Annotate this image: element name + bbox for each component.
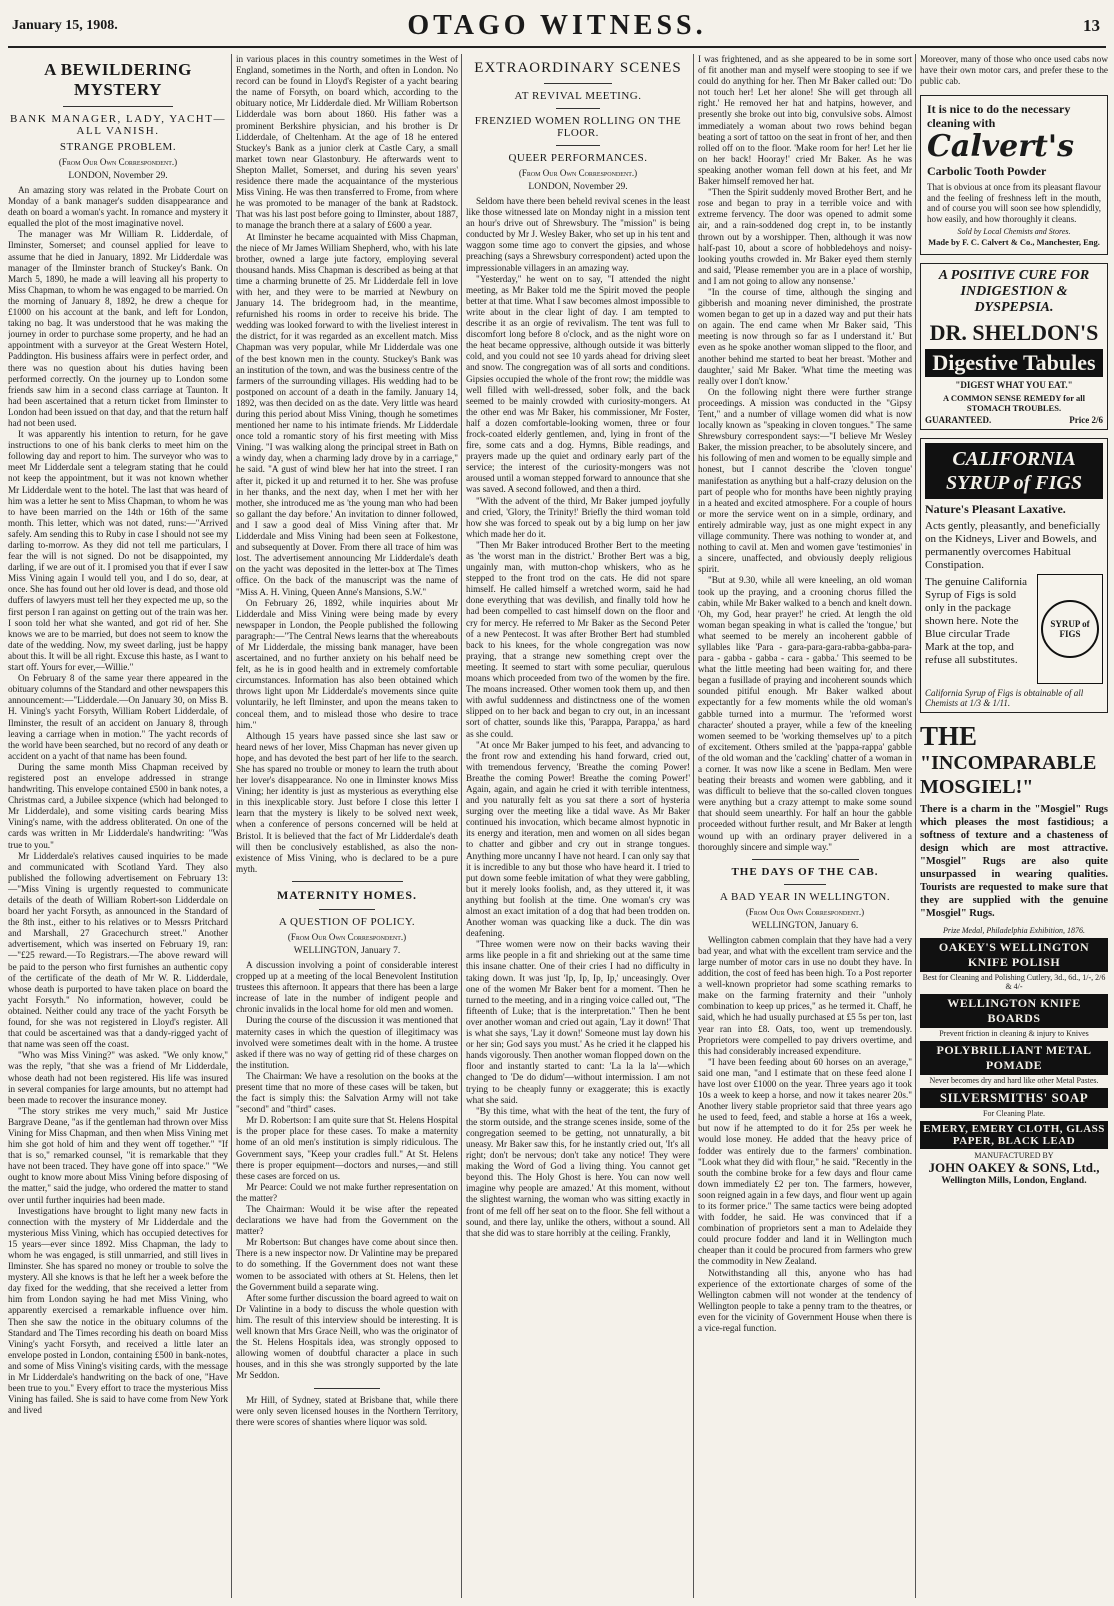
paragraph: "But at 9.30, while all were kneeling, an old woman took up the praying, and a crooning chorus filled the cabin, while Mr Baker walked to a bench and knelt down. 'Oh, my God, hear prayer!' he cried. At length the old woman began speaking in what is called the 'tongue,' but what seemed to be merely an incoherent gabble of syllables like 'Para - gara-para-gara-rabba-gabba-para-para - gabba - gabba - cara - gabba.' This seemed to be what the little meeting had been waiting for, and there began a fusillade of praying and incoherent sounds which sounded pitiful enough. Mr Baker walked about expectantly for a few moments while the old woman's gabble turned into a murmur. The 'reformed worst character' shouted a prayer, while a few of the kneeling women seemed to be 'working themselves up' to a pitch of excitement. Others smiled at the 'pappa-rappa' gabble of the old woman and the 'cackling' chatter of a woman in a corner. It was now like a scene in Bedlam. Men were beating their breasts and women were gabbling, and it was difficult to believe that the so-called cloven tongues were anything but a crazy attempt to make some sound that should seem unearthly. For half an hour the gabble proceeded without further result, and Mr Baker at length wound up with an ordinary prayer delivered in a thoroughly sincere and simple way." [698, 575, 912, 852]
paragraph: Mr Robertson: But changes have come about since then. There is a new inspector now. Dr Valintine may be prepared to do something. If the Government does not want these women to be associated with others at St. Helens, then let the Government build a separate wing. [236, 1237, 458, 1292]
column-rule [231, 54, 232, 1598]
paragraph: Moreover, many of those who once used cabs now have their own motor cars, and prefer these to the public cab. [920, 54, 1108, 87]
paragraph: "Who was Miss Vining?" was asked. "We only know," was the reply, "that she was a friend of Mr Lidderdale, whose death had not been registered. His life was insured in several companies for large amounts, but no attempt had been made to recover the insurance money. [8, 1050, 228, 1105]
column-3 [466, 54, 690, 1598]
byline: (From Our Own Correspondent.) [518, 168, 638, 178]
paragraph: "With the advent of the third, Mr Baker jumped joyfully and cried, 'Glory, the Trinity!' Briefly the third woman told how she was forced to speak out by a big lump on her jaw which made her do it. [466, 495, 690, 539]
masthead [8, 6, 1106, 48]
dateline: WELLINGTON, January 6. [751, 920, 859, 931]
ad-tagline: Nature's Pleasant Laxative. [925, 501, 1066, 516]
ad-address: Wellington Mills, London, England. [941, 1175, 1087, 1186]
paragraph: Mr Lidderdale's relatives caused inquiries to be made and communicated with Scotland Yard. They also published the following advertisement on February 13:—"Miss Vining is urgently requested to communicate details of the death of William Robert-son Lidderdale on board her yacht Forsyth, as announced in the Standard of the 8th inst., either to his relatives or to Messrs Pritchard and Marshall, 27 Gracechurch street." Another advertisement, which was inserted on February 19, ran:—"£25 reward.—To Registrars.—The above reward will be paid to the person who first furnishes an authentic copy of the certificate of the death of Mr W. R. Lidderdale, whose death is purported to have taken place on board the yacht Forsyth." No information, however, could be obtained. Neither could any trace of the yacht Forsyth be found, for she was not registered in Lloyd's register. All that could be ascertained was that a dandy-rigged yacht of that name was seen off the coast. [8, 850, 228, 1050]
article-subtitle: A BAD YEAR IN WELLINGTON. [719, 890, 891, 903]
ad-caption: Never becomes dry and hard like other Metal Pastes. [929, 1075, 1099, 1085]
paragraph: It was apparently his intention to return, for he gave instructions to one of his bank clerks to meet him on the following day and report to him. The surveyor who was to meet Mr Lidderdale sent a telegram stating that he could not keep the appointment, but it was not known whether Mr Lidderdale went to the hotel. The last that was heard of him was a letter he sent to Miss Chapman, to whom he was to have been married on the 14th or 16th of the same month. This letter, which was not dated, runs:—"Arrived safely. Am sending this to Ruby in case I should not see my darling to-morrow. As they did not tell me particulars, I fear the will is not signed. Do not be disappointed, my darling, if we are out of it. I promised you that if ever I saw Miss Vining again I would tell you, and I do so, dear, at once. She has found out her old lover is dead, and those old duffers of lawyers must tell her they expected me up, so the first person I ran against on getting out of the train was her. I soon told her what she wanted, and got rid of her. She knows we are to be married, but does not seem to know the date of the wedding. Now, my sweet darling, just be happy about this. It will be all right. Excuse this haste, as I want to start off. Yours for ever,—Willie." [8, 429, 228, 673]
ad-product: POLYBRILLIANT METAL POMADE [920, 1041, 1108, 1075]
ad-sold: Sold by Local Chemists and Stores. [957, 227, 1071, 237]
paragraph: The Chairman: Would it be wise after the repeated declarations we have had from the Government on the matter? [236, 1204, 458, 1237]
paragraph: "The story strikes me very much," said Mr Justice Bargrave Deane, "as if the gentleman had thrown over Miss Vining for Miss Chapman, and then when Miss Vining met him she got hold of him and they went off together." "If that is so," remarked counsel, "it is remarkable that they have not been traced. They have gone off into space." "We ought to know more about Miss Vining before disposing of the matter," said the judge, who ordered the matter to stand over until further inquiries had been made. [8, 1105, 228, 1205]
ad-product: SILVERSMITHS' SOAP [920, 1088, 1108, 1108]
ad-description: There is a charm in the "Mosgiel" Rugs which pleases the most fastidious; a softness of texture and a chasteness of design which are most attractive. "Mosgiel" Rugs are also quite unsurpassed in wearing qualities. Tourists are requested to make sure that they are supplied with the genuine "Mosgiel" Rugs. [920, 803, 1108, 919]
column-1 [8, 54, 228, 1598]
column-rule [693, 54, 694, 1598]
paragraph: "Yesterday," he went on to say, "I attended the night meeting, as Mr Baker told me the Spirit moved the people better at that time. What I saw becomes almost impossible to write about in the clear light of day. I am tempted to describe it as an orgie of revivalism. The tent was full to discomfort long before 8 o'clock, and as the night wore on the heat became oppressive, although outside it was bitterly cold, and you could not see 10 yards ahead for driving sleet and snow. The congregation was of all sorts and conditions. Gipsies occupied the whole of the front row; the middle was well filled with well-dressed, sober folk, and the back seemed to be mainly crowded with curiosity-mongers. At the other end was Mr Baker, his commissioner, Mr Foster, half a dozen comfortable-looking women, three or four frock-coated elderly gentlemen, and, lying in front of the fire, some cats and a dog. Hymns, Bible readings, and prayers made up the quiet and ordinary early part of the service; the interest of the curiosity-mongers was not aroused until a woman stepped forward to announce that she was saved. A second followed, and then a third. [466, 273, 690, 495]
ad-medal: Prize Medal, Philadelphia Exhibition, 1876. [943, 925, 1085, 935]
article-title: MATERNITY HOMES. [276, 887, 417, 902]
paragraph: in various places in this country sometimes in the West of England, sometimes in the North, and often in London. No record can be found in Lloyd's Register of a yacht bearing the name of Forsyth, on board which, according to the obituary notice, Mr Lidderdale died. Mr William Robertson Lidderdale was born about 1860. His father was a prominent Berkshire physician, and his brother is Dr Lidderdale, of Cheltenham. At the age of 18 he entered Stuckey's Bank as a junior clerk at Castle Cary, a small market town near Glastonbury. He afterwards went to Shepton Mallet, Somerset, and during his seven years' residence there made the acquaintance of the mysterious Miss Vining. He was then transferred to Frome, from where he was promoted to be manager of the bank at Radstock. That was his last post before going to Ilminster, about 1887, to manage the branch there at a salary of £600 a year. [236, 54, 458, 231]
ad-product: OAKEY'S WELLINGTON KNIFE POLISH [920, 938, 1108, 972]
ad-maker: JOHN OAKEY & SONS, Ltd., [928, 1159, 1100, 1175]
dateline: LONDON, November 29. [528, 182, 628, 192]
paragraph: Wellington cabmen complain that they have had a very bad year, and what with the excellent tram service and the large number of motor cars in use no doubt they have. In addition, the cost of feed has been high. To a Post reporter a well-known proprietor had some scathing remarks to make on the farming fraternity and their "unholy combination to keep up prices," as he termed it. Chaff, he said, which he had usually purchased at £5 5s per ton, last year ran into £8. Oats, too, went up tremendously. Proprietors were compelled to pay drivers overtime, and this had considerably increased expenditure. [698, 934, 912, 1056]
paragraph: On February 26, 1892, while inquiries about Mr Lidderdale and Miss Vining were being made by every newspaper in London, the People published the following paragraph:—"The Central News learns that the whereabouts of Mr Lidderdale, the missing bank manager, have been ascertained, and no further anxiety on his behalf need be felt, as he is in good health and in extremely comfortable circumstances. Information has also been obtained which throws light upon Mr Lidderdale's movements since quite voluntarily, he left Ilminster, and upon the means taken to conceal them, and to mislead those who desire to trace him." [236, 597, 458, 730]
paragraph: A discussion involving a point of considerable interest cropped up at a meeting of the local Benevolent Institution trustees this afternoon. It appears that there has been a large increase of late in the number of indigent people and chronic invalids in the local home for old men and women. [236, 959, 458, 1015]
sheldon-advertisement [920, 263, 1108, 430]
paragraph: On February 8 of the same year there appeared in the obituary columns of the Standard and other newspapers this announcement:—"Lidderdale.—On January 30, on Miss B. H. Vining's yacht Forsyth, William Robert Lidderdale, of Ilminster, the result of an accident on January 8, through leaving a carriage when in motion." The yacht records of the world have been searched, but no record of any death or accident on a yacht of that name has been found. [8, 673, 228, 761]
ad-headline: A POSITIVE CURE FOR INDIGESTION & DYSPEPSIA. [938, 267, 1090, 315]
paragraph: Mr D. Robertson: I am quite sure that St. Helens Hospital is the proper place for these cases. To make a maternity home of an old men's institution is simply ridiculous. The Government says, "Keep your cradles full." At St. Helens there is proper equipment—doctors and nurses,—and still these cases are forced on us. [236, 1115, 458, 1181]
ad-product: Carbolic Tooth Powder [927, 164, 1047, 179]
column-rule [915, 54, 916, 1598]
article-subhead: QUEER PERFORMANCES. [508, 152, 648, 164]
ad-tagline: "DIGEST WHAT YOU EAT." [955, 379, 1073, 390]
paragraph: An amazing story was related in the Probate Court on Monday of a bank manager's sudden disappearance and death on board a woman's yacht. In romance and mystery it equalled the plot of the most imaginative novel. [8, 185, 228, 229]
ad-brand: DR. SHELDON'S [929, 319, 1099, 345]
article-title: EXTRAORDINARY SCENES [474, 60, 682, 76]
column-2 [236, 54, 458, 1598]
column-rule [461, 54, 462, 1598]
article-subhead: FRENZIED WOMEN ROLLING ON THE FLOOR. [474, 115, 682, 139]
ad-remedy: A COMMON SENSE REMEDY for all STOMACH TROUBLES. [943, 392, 1085, 413]
ad-the: THE [920, 720, 978, 751]
ad-caption: For Cleaning Plate. [983, 1108, 1045, 1118]
column-advertisements [920, 54, 1108, 1598]
ad-maker: Made by F. C. Calvert & Co., Manchester, Eng. [928, 237, 1100, 248]
ad-description: The genuine California Syrup of Figs is sold only in the package shown here. Note the Blue circular Trade Mark at the top, and refuse all substitutes. [925, 575, 1028, 666]
paragraph: I was frightened, and as she appeared to be in some sort of fit another man and myself were stooping to see if we could do anything for her. Then Mr Baker called out: 'Do not touch her! Let her alone! She will get through all right.' He removed her hat and hatpins, however, and presently she broke out into big, convulsive sobs. Almost immediately a woman about two rows behind began beating a sort of tattoo on the seat in front of her, and then rolled off on to the floor. 'Make room for her! Let her lie on her back! Hooray!' cried Mr Baker. As he was speaking another woman fell down at his feet, and Mr Baker himself removed her hat. [698, 54, 912, 187]
syrup-of-figs-advertisement [920, 438, 1108, 713]
syrup-bottle-icon [1037, 574, 1103, 684]
ad-description: That is obvious at once from its pleasant flavour and the feeling of freshness left in the mouth, and of course you will soon see how splendidly, how easily, and how thoroughly it cleans. [927, 182, 1101, 224]
article-title: A BEWILDERING MYSTERY [44, 60, 192, 99]
paragraph: "Three women were now on their backs waving their arms like people in a fit and shrieking out at the same time this insane chatter. One of their cries I had no difficulty in taking down. It was just 'Ip, Ip, Ip, Ip,' unceasingly. Over one of the women Mr Baker bent for a moment. 'Then he turned to the meeting, and in a ringing voice called out, "The fifteenth of Luke; that is the interpretation." Then he bent over another woman and cried out again, 'Lay it down!' That is what she says, 'Lay it down!' Someone must lay down his or her sin; God says you must.' As he cried it he clapped his hands vigorously. Then another woman flopped down on the floor and instantly started to cant: 'La la la la'—which changed to 'De do didum'—without intermission. I am not trying to be cheaply funny or exaggerate; this is exactly what she said. [466, 939, 690, 1105]
paragraph: Mr Hill, of Sydney, stated at Brisbane that, while there were only seven licensed houses in the Northern Territory, there were scores of shanties where liquor was sold. [236, 1394, 458, 1427]
page-number: 13 [1083, 16, 1100, 35]
bottle-label: SYRUP of FIGS [1050, 618, 1090, 639]
ad-caption: Best for Cleaning and Polishing Cutlery, 3d., 6d., 1/-, 2/6 & 4/- [922, 972, 1106, 991]
issue-date: January 15, 1908. [12, 18, 118, 33]
paragraph: "By this time, what with the heat of the tent, the fury of the storm outside, and the strange scenes inside, some of the congregation seemed to be getting, not unnaturally, a bit uneasy. Mr Baker saw this, for he instantly cried out, 'It's all right; don't be nervous; don't take any notice! They were making the Word of God a living thing. You cannot get beyond this. The Holy Ghost is here. You can now well imagine why people are amazed.' At this moment, without the slightest warning, the woman who was sitting exactly in front of me fell off her seat on to the floor. She fell without a sound, and there lay, unlike the others, without a sound. All that she did was to stare horribly at the ceiling. Frankly, [466, 1105, 690, 1238]
paragraph: "In the course of time, although the singing and gibberish and moaning never diminished, the prostrate women began to get up in a dazed way and put their hats on again. The end came when Mr Baker said, 'This meeting is now through so far as I understand it.' But even as he spoke another woman slipped to the floor, and another behind me started to beat her breast. 'Mother and daughter,' said Mr Baker. 'What time the meeting was really over I don't know.' [698, 286, 912, 386]
byline: (From Our Own Correspondent.) [58, 157, 178, 167]
article-title: THE DAYS OF THE CAB. [731, 865, 879, 878]
dateline: WELLINGTON, January 7. [293, 945, 401, 956]
ad-product: Digestive Tabules [925, 349, 1103, 377]
paragraph: The Chairman: We have a resolution on the books at the present time that no more of these cases will be taken, but the fact is simply this: the Salvation Army will not take "second" and "third" cases. [236, 1070, 458, 1115]
paragraph: Seldom have there been beheld revival scenes in the least like those witnessed late on Monday night in a mission tent an hour's drive out of Shrewsbury. The "mission" is being conducted by Mr J. Wesley Baker, who set up in his tent and waggon some time ago to convert the gipsies, and whose preaching (says a Shrewsbury correspondent) acted upon the impressionable villagers in an amazing way. [466, 196, 690, 273]
column-4 [698, 54, 912, 1598]
paragraph: "I have been feeding about 60 horses on an average," said one man, "and I estimate that on these feed alone I have lost over £1000 on the year. Three years ago it took 10s a week to keep a horse, and now it takes nearer 20s." Another livery stable proprietor said that three years ago he used to feed, feed, and stable a horse at 16s a week, but now if he attempted to do it for 25s per week he would lose money. He added that the heavy price of fodder was entirely due to the farmers' combination. "Look what they did with flour," he said. "Recently in the south the combine broke for a few days and flour came down immediately £2 per ton. The farmers, however, soon reigned again in a few days, and flour went up again to its former price." The same tactics were being adopted with fodder, he said. He was convinced that if a combination of proprietors sent a man to Adelaide they could procure fodder and land it in Wellington much cheaper than it could be procured from farmers who grew the commodity in New Zealand. [698, 1056, 912, 1267]
paragraph: During the course of the discussion it was mentioned that maternity cases in which the question of illegitimacy was involved were sometimes dealt with in the home. A trustee asked if there was no way of getting rid of these charges on the institution. [236, 1015, 458, 1070]
trade-mark-icon [1041, 600, 1099, 658]
ad-price: Price 2/6 [1069, 414, 1103, 425]
paragraph: On the following night there were further strange proceedings. A mission was conducted in the "Gipsy Tent," and a number of village women did what is now locally known as "speaking in cloven tongues." The same Shrewsbury correspondent says:—"I believe Mr Wesley Baker, the mission preacher, to be absolutely sincere, and his following of men and women to be equally simple and honest, but I cannot describe the 'cloven tongue' manifestation as anything but a half-crazy delusion on the part of people who for months have been nightly praying in a heated and excited atmosphere. For a couple of hours or more the service went on in a simple, ordinary, and entirely admirable way, just as one might expect in any village community. There was nothing to wonder at, and nothing to cavil at. Men and women gave 'testimonies' in a sincere, unaffected, and obviously deeply religious spirit. [698, 386, 912, 575]
paragraph: "Then Mr Baker introduced Brother Bert to the meeting as 'the worst man in the district.' Brother Bert was a big, ungainly man, with mutton-chop whiskers, who as he stepped to the front trod on the cats. He did not spare himself. He called himself a wretched worm, said he had done everything that was devilish, and finally told how he had been compelled to cast himself down on the floor and cry for mercy. He referred to Mr Baker as the Second Peter of a new Pentecost. It was after Brother Bert had stumbled back to his knees, for the whole congregation was now praying, that a strange new something crept over the meeting. It seemed to start with some peculiar, querulous moans which proceeded from two of the women by the fire. The moans increased. Other women took them up, and then with awful suddenness and distinctness one of the women slipped on to her back and began to cry out, in an incessant sort of chatter, sounds like this, 'Parappa, Parappa,' as hard as she could. [466, 539, 690, 739]
dateline: LONDON, November 29. [68, 171, 168, 181]
ad-brand: "INCOMPARABLE MOSGIEL!" [920, 751, 1097, 798]
article-subtitle: A QUESTION OF POLICY. [278, 915, 416, 928]
paragraph: The manager was Mr William R. Lidderdale, of Ilminster, Somerset; and counsel applied for leave to assume that he died in January, 1892. Mr Lidderdale was manager of the Ilminster branch of Stuckey's Bank. On March 5, 1890, he made a will leaving all his property to Miss Chapman, to whom he was engaged to be married. On the morning of January 8, 1892, he drew a cheque for £1000 on his account at the bank, and left for London, taking no bag. It was understood that he was making the journey in order to purchase some property, and he had an appointment with a surveyor at the Great Western Hotel, Paddington. His business affairs were in perfect order, and there was no question about his duties having been performed correctly. On the journey up to London some friends saw him in a second class carriage at Taunton. It had been ascertained that a return ticket from Ilminster to London had been issued on that day, and that the return half had not been used. [8, 229, 228, 428]
paragraph: "Then the Spirit suddenly moved Brother Bert, and he rose and began to pray in a terrible voice and with extreme fervency. The door was opened to admit some air, and a rain-soddened dog crept in, to be instantly thrown out by a worshipper. Then, although it was now half-past 10, about a score of hobbledehoys and noisy-looking youths crowded in. Mr Baker eyed them sternly and said, 'Please remember you are in a place of worship, and I am not going to allow any nonsense.' [698, 187, 912, 286]
paragraph: Investigations have brought to light many new facts in connection with the mystery of Mr Lidderdale and the mysterious Miss Vining, which has occupied detectives for 15 years—ever since 1892. Miss Chapman, the lady to whom he was engaged, is still unmarried, and still lives in Ilminster. She has spared no money or trouble to solve the mystery. All she knows is that he left her a week before the day fixed for the wedding, that she received a letter from him from London saying he had met Miss Vining, who apparently exercised a remarkable influence over him. Then she saw the notice in the obituary columns of the Standard and The Times recording his death on board Miss Vining's yacht Forsyth, and received a little later an envelope posted in London, containing £500 in bank-notes, and some of Miss Vining's visiting cards, with the message in Mr Lidderdale's handwriting on the back of one, "Have been true to you." Every effort to trace the mysterious Miss Vining has failed. She is said to have come from New York and lived [8, 1205, 228, 1416]
paragraph: Although 15 years have passed since she last saw or heard news of her lover, Miss Chapman has never given up hope, and has devoted the best part of her life to the search. She has spared no trouble or money to learn the truth about her lover's disappearance. No one in Ilminster knows Miss Vining; her identity is just as mysterious as everything else in this inexplicable story. Just before I close this letter I learn that the mystery is likely to be solved next week, when a conference of persons concerned will be held at Bristol. It is believed that the fact of Mr Lidderdale's death will then be conclusively established, as also the non-existence of Miss Vining, who is declared to be a pure myth. [236, 730, 458, 874]
ad-brand: Calvert's [927, 129, 1074, 165]
article-subhead: AT REVIVAL MEETING. [514, 90, 642, 102]
paragraph: After some further discussion the board agreed to wait on Dr Valintine in a body to discuss the whole question with him. The result of this interview should be interesting. It is well known that Mrs Grace Neill, who was the originator of the St. Helens Hospitals idea, was strongly opposed to allowing women of doubtful character a place in such houses, and in this she was strongly supported by the late Mr Seddon. [236, 1292, 458, 1381]
newspaper-title: OTAGO WITNESS. [407, 10, 707, 41]
paragraph: At Ilminster he became acquainted with Miss Chapman, the niece of Mr James William Shepherd, who, with his late brother, owned a large jute factory, employing several thousand hands. Miss Chapman is described as being at that time a charming brunette of 25. Mr Lidderdale fell in love with her, and they were to be married at Newbury on January 14. The bridegroom had, in the meantime, refurnished his rooms in order to receive his bride. The wedding was looked forward to with the liveliest interest in the district, for it was regarded as an excellent match. Miss Chapman was very popular, while Mr Lidderdale was one of the best known men in the county. Stuckey's Bank was an institution of the town, and was the business centre of the farmers of the surrounding villages. His wedding had to be postponed on account of a death in the family. January 14, 1892, was then decided on as the date. Very little was heard during this period about Miss Vining, though he sometimes mentioned her name to his intimate friends. Mr Lidderdale once told a romantic story of his first meeting with Miss Vining. "I was walking along the principal street in Bath on a windy day, when a charming lady drove by in a carriage," he said. "A gust of wind blew her hat into the street. I ran after it, picked it up and returned it to her. She was profuse in her thanks, and the next day, when I met her with her mother, she introduced me as 'the young man who had been so gallant the day before.' An invitation to dinner followed, and I saw a good deal of Miss Vining after that. Mr Lidderdale and Miss Vining had been seen at Folkestone, and subsequently at Dover. From there all trace of him was lost. The advertisement announcing Mr Lidderdale's death on the yacht was deposited in the letter-box at The Times office. On the back of the manuscript was the name of "Miss A. H. Vining, Queen Anne's Mansions, S.W." [236, 231, 458, 597]
calvert-advertisement [920, 95, 1108, 255]
ad-logo: CALIFORNIA SYRUP of FIGS [925, 443, 1103, 499]
mosgiel-advertisement [920, 721, 1108, 920]
paragraph: During the same month Miss Chapman received by registered post an envelope addressed in strange handwriting. This envelope contained £500 in bank notes, a Christmas card, a Jubilee sixpence (which had belonged to Mr Lidderdale), and some visiting cards bearing Miss Vining's name, with the address obliterated. On one of the cards was written in Mr Lidderdale's handwriting: "Was true to you." [8, 761, 228, 850]
ad-footer: California Syrup of Figs is obtainable of all Chemists at 1/3 & 1/11. [925, 687, 1084, 708]
paragraph: "At once Mr Baker jumped to his feet, and advancing to the front row and extending his hand forward, cried out, with tremendous fervency, 'Breathe the coming Power! Breathe the coming Power! Breathe the coming Power!' Again, again, and again he cried it with terrible intentness, and you naturally felt as you sat there a sort of hysteria surging over the meeting like a tidal wave. As Mr Baker continued his invocation, which became almost hypnotic in its energy and iteration, men and women on all sides began to chatter and gibber and cry out in strange tongues. Anything more uncanny I have not heard. I can only say that it is incredible to any but those who have heard it. I tried to put down some feeble imitation of what they were gabbling, but it merely looks foolish, and, as they uttered it, it was anything but foolish at the time. One woman's cry was almost an exact imitation of a dog that had been trodden on. Another woman was quacking like a duck. The din was deafening. [466, 739, 690, 939]
oakey-advertisement [920, 926, 1108, 1186]
byline: (From Our Own Correspondent.) [745, 906, 865, 917]
byline: (From Our Own Correspondent.) [287, 931, 407, 942]
ad-guaranteed: GUARANTEED. [925, 414, 992, 425]
paragraph: Mr Pearce: Could we not make further representation on the matter? [236, 1181, 458, 1203]
ad-description: Acts gently, pleasantly, and beneficially on the Kidneys, Liver and Bowels, and permanently overcomes Habitual Constipation. [925, 519, 1101, 571]
ad-caption: Prevent friction in cleaning & injury to Knives [939, 1028, 1089, 1038]
ad-manufactured: MANUFACTURED BY [974, 1150, 1054, 1160]
ad-intro: It is nice to do the necessary cleaning with [927, 102, 1071, 131]
ad-product: EMERY, EMERY CLOTH, GLASS PAPER, BLACK LEAD [920, 1121, 1108, 1149]
paragraph: Notwithstanding all this, anyone who has had experience of the extortionate charges of some of the Wellington cabmen will not wonder at the tendency of Wellington people to take a penny tram to the theatres, or even for the vicinity of Government House when there is a vice-regal function. [698, 1267, 912, 1334]
ad-product: WELLINGTON KNIFE BOARDS [920, 994, 1108, 1028]
article-subtitle: BANK MANAGER, LADY, YACHT— ALL VANISH. [10, 113, 226, 137]
article-subhead: STRANGE PROBLEM. [59, 141, 177, 153]
